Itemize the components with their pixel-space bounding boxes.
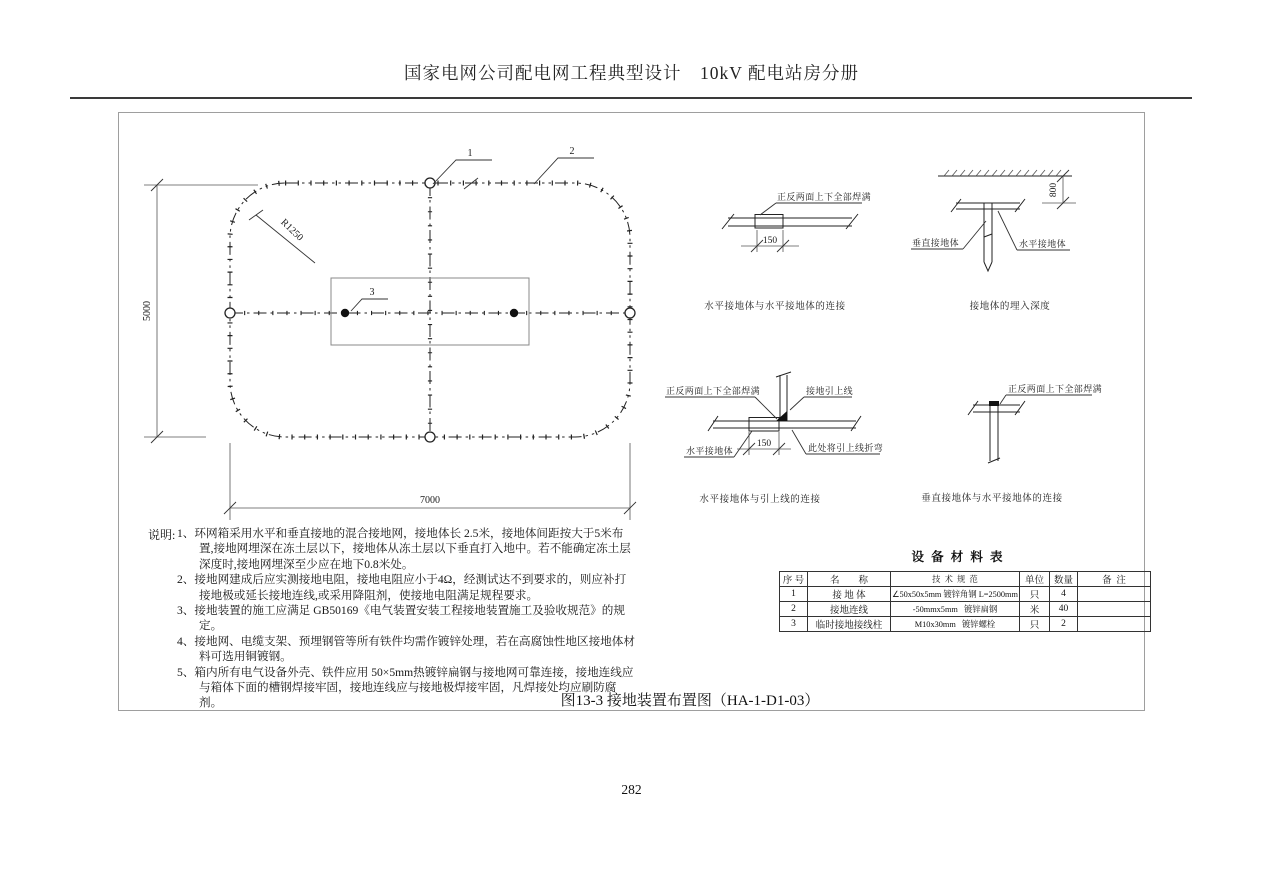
weld-note-leader bbox=[760, 203, 776, 215]
detail4-caption: 垂直接地体与水平接地体的连接 bbox=[921, 494, 1063, 504]
horizontal-bar-label: 水平接地体 bbox=[1019, 239, 1067, 249]
note-item-1: 1、环网箱采用水平和垂直接地的混合接地网，接地体长 2.5米，接地体间距按大于5米布置,接地网埋深在冻土层以下，接地体从冻土层以下垂直打入地中。若不能确定冻土层深度时,接地网埋深至少应在地下0.8米处。 bbox=[177, 527, 631, 571]
callout-1-label: 1 bbox=[467, 148, 473, 159]
temp-ground-terminal-left bbox=[341, 309, 349, 317]
cell-remark bbox=[1077, 602, 1150, 617]
cell-unit: 米 bbox=[1019, 602, 1049, 617]
note-item-4: 4、接地网、电缆支架、预埋钢管等所有铁件均需作镀锌处理，若在高腐蚀性地区接地体材料可选用铜镀钢。 bbox=[177, 634, 635, 664]
cell-qty: 2 bbox=[1049, 617, 1077, 632]
cell-spec: -50mmx5mm 镀锌扁钢 bbox=[891, 602, 1020, 617]
riser-label: 接地引上线 bbox=[806, 386, 854, 396]
radius-label: R1250 bbox=[278, 216, 306, 244]
col-header-qty: 数量 bbox=[1049, 572, 1077, 587]
dim-5000-text: 5000 bbox=[142, 301, 153, 321]
detail2-caption: 接地体的埋入深度 bbox=[969, 302, 1051, 312]
horizontal-bar bbox=[973, 405, 1020, 412]
detail-riser-joint bbox=[665, 372, 883, 505]
weld-note-text: 正反两面上下全部焊满 bbox=[777, 192, 872, 202]
splice-plate bbox=[749, 418, 779, 432]
note-item-5: 5、箱内所有电气设备外壳、铁件应用 50×5mm热镀锌扁钢与接地网可靠连接，接地连线应与箱体下面的槽钢焊接牢固，接地连线应与接地极焊接牢固，凡焊接处均应刷防腐剂。 bbox=[177, 665, 634, 710]
vertical-rod-label: 垂直接地体 bbox=[912, 238, 960, 248]
col-header-name: 名 称 bbox=[808, 572, 891, 587]
vertical-label-leader bbox=[963, 221, 986, 249]
dim-7000-text: 7000 bbox=[420, 495, 440, 506]
materials-header-row bbox=[780, 572, 1151, 587]
bar-break-marks bbox=[951, 199, 1025, 212]
horizontal-bar bbox=[956, 203, 1020, 209]
cell-seq: 2 bbox=[780, 602, 808, 617]
callout-3-label: 3 bbox=[369, 287, 375, 298]
note-item-2: 2、接地网建成后应实测接地电阻，接地电阻应小于4Ω，经测试达不到要求的，则应补打接地极或延长接地连线,或采用降阻剂，使接地电阻满足规程要求。 bbox=[177, 573, 627, 602]
col-header-remark: 备 注 bbox=[1077, 572, 1150, 587]
cell-unit: 只 bbox=[1019, 617, 1049, 632]
col-header-spec: 技 术 规 范 bbox=[891, 572, 1020, 587]
rod-tip bbox=[984, 262, 992, 271]
cell-name: 临时接地接线柱 bbox=[808, 617, 891, 632]
notes-list bbox=[177, 526, 635, 711]
ground-rod-node-bottom bbox=[425, 432, 435, 442]
dim800-text: 800 bbox=[1049, 182, 1059, 198]
cell-unit: 只 bbox=[1019, 587, 1049, 602]
cell-name: 接 地 体 bbox=[808, 587, 891, 602]
figure-caption: 图13-3 接地装置布置图（HA-1-D1-03） bbox=[560, 693, 820, 709]
flat-bar bbox=[713, 421, 856, 428]
cell-name: 接地连线 bbox=[808, 602, 891, 617]
horizontal-bar-label: 水平接地体 bbox=[686, 446, 734, 456]
materials-table-title: 设 备 材 料 表 bbox=[911, 550, 1005, 564]
weld-note-text: 正反两面上下全部焊满 bbox=[1008, 384, 1103, 394]
document-title: 国家电网公司配电网工程典型设计 10kV 配电站房分册 bbox=[404, 63, 859, 83]
bend-note-label: 此处将引上线折弯 bbox=[808, 443, 884, 453]
detail-burial-depth bbox=[911, 170, 1076, 312]
temp-ground-terminal-right bbox=[510, 309, 518, 317]
weld-fillet bbox=[776, 411, 787, 421]
detail-horizontal-joint bbox=[704, 191, 871, 312]
ground-rod-node-left bbox=[225, 308, 235, 318]
table-row bbox=[780, 602, 1151, 617]
dim150-text: 150 bbox=[762, 236, 778, 246]
detail-vertical-joint bbox=[921, 383, 1102, 504]
weld-note-leader bbox=[1000, 395, 1006, 404]
page-number: 282 bbox=[621, 782, 642, 797]
grounding-ring-plan bbox=[142, 146, 636, 520]
cell-seq: 1 bbox=[780, 587, 808, 602]
vertical-rod bbox=[990, 405, 998, 461]
callout-3-leader bbox=[351, 299, 388, 311]
notes-label: 说明: bbox=[148, 528, 176, 542]
dim-7000 bbox=[224, 443, 636, 520]
horizontal-label-leader bbox=[998, 211, 1017, 250]
rod-joint-mark bbox=[984, 234, 992, 237]
flat-bar bbox=[728, 218, 852, 226]
weld-note-leader bbox=[755, 397, 777, 419]
bar-break-marks bbox=[722, 214, 858, 229]
cell-qty: 40 bbox=[1049, 602, 1077, 617]
cell-spec: ∠50x50x5mm 镀锌角钢 L=2500mm bbox=[891, 587, 1020, 602]
callout-2-label: 2 bbox=[569, 146, 575, 157]
riser-label-leader bbox=[790, 397, 804, 410]
ground-rod-node-right bbox=[625, 308, 635, 318]
cell-spec: M10x30mm 镀锌螺栓 bbox=[891, 617, 1020, 632]
detail1-caption: 水平接地体与水平接地体的连接 bbox=[704, 302, 846, 312]
vertical-rod bbox=[984, 203, 992, 262]
col-header-unit: 单位 bbox=[1019, 572, 1049, 587]
materials-table bbox=[779, 571, 1151, 632]
dim-5000 bbox=[142, 179, 258, 443]
bend-label-leader bbox=[792, 430, 806, 454]
riser-break-mark bbox=[776, 372, 791, 377]
table-row bbox=[780, 617, 1151, 632]
col-header-seq: 序 号 bbox=[780, 572, 808, 587]
cell-seq: 3 bbox=[780, 617, 808, 632]
weld-fillet bbox=[989, 401, 999, 406]
weld-note-text: 正反两面上下全部焊满 bbox=[666, 386, 761, 396]
dim150-text: 150 bbox=[756, 439, 772, 449]
table-row bbox=[780, 587, 1151, 602]
callout-1-leader bbox=[433, 160, 492, 184]
detail3-caption: 水平接地体与引上线的连接 bbox=[699, 495, 821, 505]
callout-2-leader bbox=[534, 158, 594, 184]
cell-qty: 4 bbox=[1049, 587, 1077, 602]
cell-remark bbox=[1077, 587, 1150, 602]
ground-hatch bbox=[944, 170, 1061, 176]
note-item-3: 3、接地装置的施工应满足 GB50169《电气装置安装工程接地装置施工及验收规范》的规定。 bbox=[177, 604, 625, 633]
cell-remark bbox=[1077, 617, 1150, 632]
